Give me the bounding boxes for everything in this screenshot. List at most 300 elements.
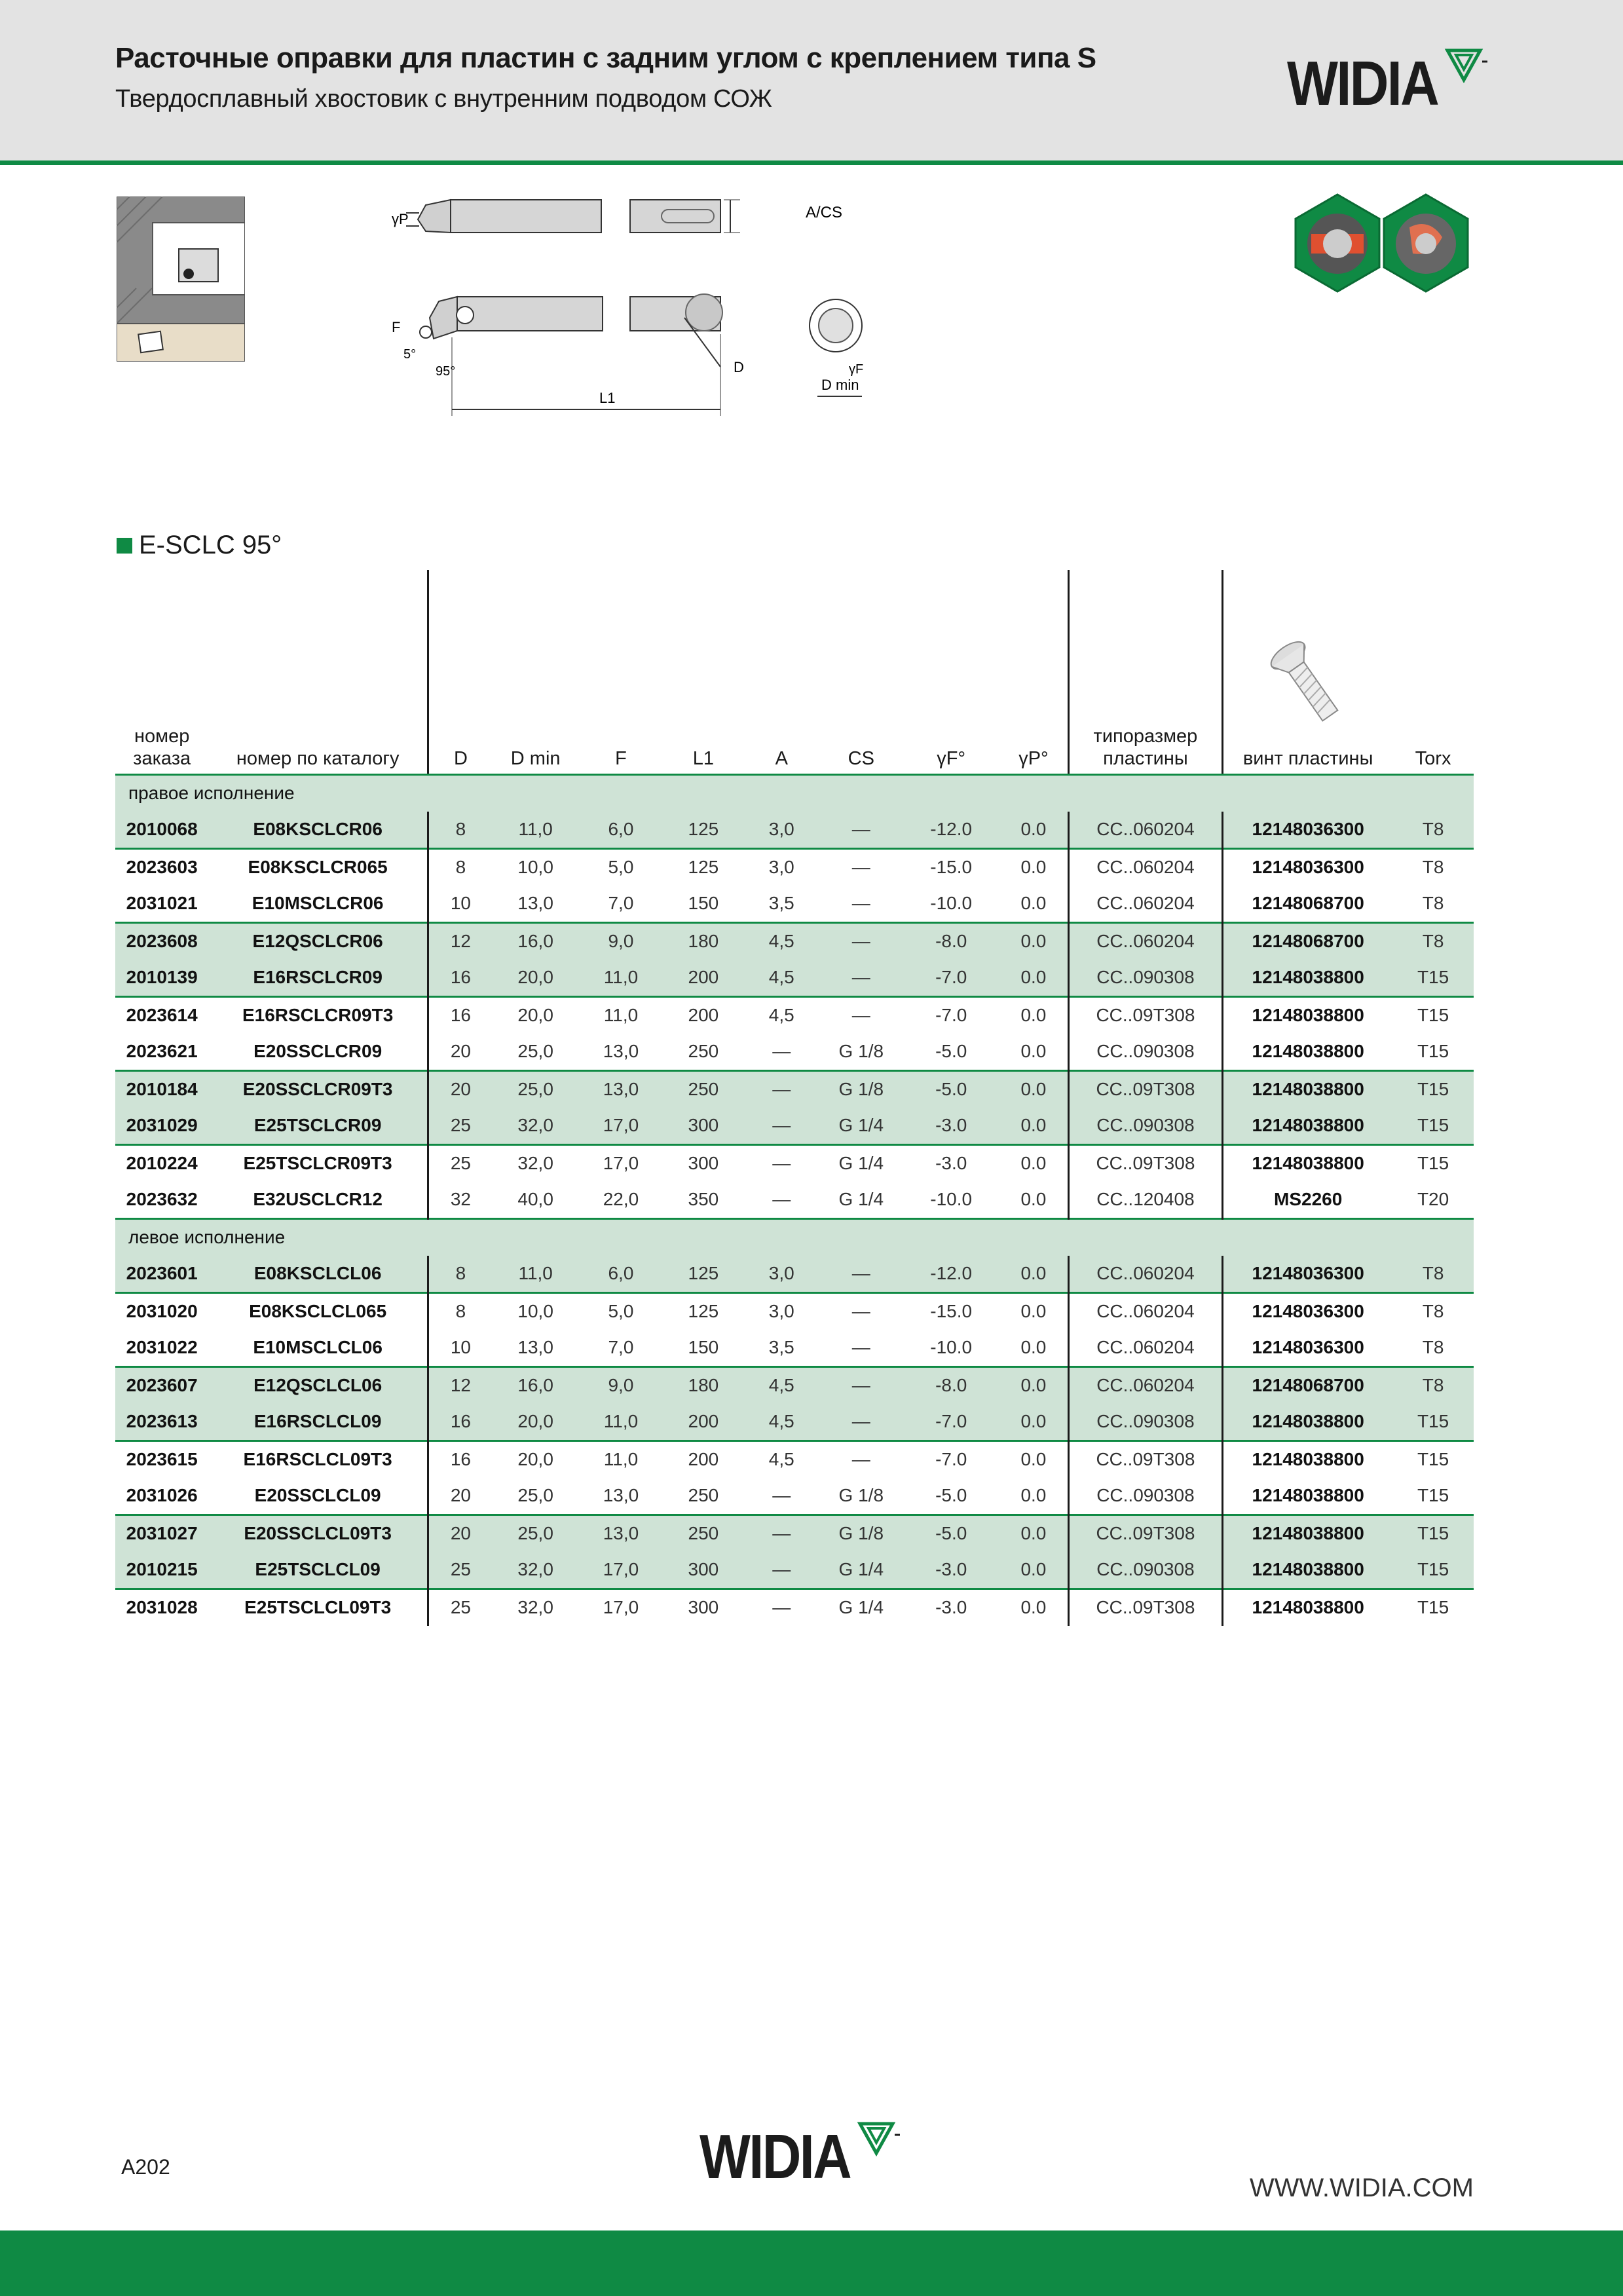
cell-torx: T15 — [1392, 1144, 1474, 1182]
cell-f: 22,0 — [603, 1189, 639, 1209]
table-row — [115, 960, 1474, 997]
cell-d: 25 — [428, 1108, 493, 1145]
cell-d: 12 — [428, 1366, 493, 1404]
cell-insert-size: CC..060204 — [1068, 1366, 1222, 1404]
cell-f: 5,0 — [578, 1292, 663, 1330]
table-row — [115, 1478, 1474, 1515]
table-body — [115, 774, 1474, 1626]
cell-insert-size: CC..09T308 — [1068, 1070, 1222, 1108]
cell-insert-size: CC..090308 — [1068, 1404, 1222, 1441]
header-a: A — [743, 570, 819, 774]
cell-insert-size: CC..09T308 — [1068, 996, 1222, 1034]
header-gamma-f: γF° — [903, 570, 999, 774]
cell-dmin: 25,0 — [517, 1485, 553, 1505]
cell-l1: 125 — [663, 848, 744, 886]
cell-a: — — [772, 1041, 791, 1061]
cell-a: — — [743, 1070, 819, 1108]
cell-f: 11,0 — [578, 1440, 663, 1478]
cell-insert-size: CC..090308 — [1068, 960, 1222, 997]
cell-screw: 12148038800 — [1223, 1404, 1393, 1441]
page-header — [0, 0, 1623, 165]
cell-gamma-p: 0.0 — [999, 1034, 1068, 1071]
cell-torx: T15 — [1392, 960, 1474, 997]
cell-gamma-f: -7.0 — [903, 1440, 999, 1478]
cell-a: 4,5 — [743, 996, 819, 1034]
cell-l1: 250 — [688, 1041, 719, 1061]
footer-widia-triangle-icon — [857, 2120, 903, 2160]
cell-catalog: E20SSCLCR09 — [208, 1034, 428, 1071]
ninety-five-label: 95° — [436, 364, 456, 379]
cell-gamma-p: 0.0 — [999, 996, 1068, 1034]
cell-gamma-p: 0.0 — [999, 886, 1068, 923]
website-link[interactable]: WWW.WIDIA.COM — [1249, 2174, 1474, 2202]
cell-gamma-f: -5.0 — [935, 1041, 967, 1061]
f-label: F — [392, 319, 401, 335]
cell-torx: T8 — [1392, 812, 1474, 849]
cell-screw: 12148038800 — [1223, 1144, 1393, 1182]
cell-screw: 12148038800 — [1223, 996, 1393, 1034]
table-row — [115, 1404, 1474, 1441]
cell-cs: — — [819, 1404, 903, 1441]
cell-order: 2023603 — [115, 848, 208, 886]
cell-f: 17,0 — [578, 1552, 663, 1589]
a-cs-label: A/CS — [806, 204, 843, 221]
cell-screw: 12148068700 — [1223, 922, 1393, 960]
header-catalog: номер по каталогу — [208, 570, 428, 774]
footer-bar — [0, 2230, 1623, 2296]
cell-cs: G 1/4 — [838, 1189, 884, 1209]
cell-dmin: 32,0 — [493, 1144, 578, 1182]
five-deg-label: 5° — [403, 347, 417, 362]
cell-cs: G 1/8 — [838, 1041, 884, 1061]
cell-cs: — — [819, 848, 903, 886]
cell-gamma-p: 0.0 — [999, 1404, 1068, 1441]
gamma-f-label: γF — [849, 362, 864, 377]
cell-gamma-p: 0.0 — [999, 960, 1068, 997]
cell-gamma-f: -12.0 — [903, 812, 999, 849]
cell-order: 2031022 — [126, 1337, 198, 1357]
cell-catalog: E25TSCLCR09 — [208, 1108, 428, 1145]
cell-gamma-p: 0.0 — [999, 1589, 1068, 1626]
cell-gamma-f: -8.0 — [903, 1366, 999, 1404]
section-label: E-SCLC 95° — [139, 531, 282, 559]
cell-d: 8 — [428, 812, 493, 849]
cell-gamma-p: 0.0 — [999, 848, 1068, 886]
cell-catalog: E08KSCLCR06 — [208, 812, 428, 849]
cell-l1: 200 — [663, 996, 744, 1034]
tool-dimension-drawing — [373, 187, 897, 419]
cell-insert-size: CC..120408 — [1068, 1182, 1222, 1219]
boring-operation-icons — [1292, 191, 1475, 296]
footer-logo-wordmark: WIDIA — [700, 2122, 851, 2192]
d-min-label: D min — [821, 377, 859, 393]
cell-catalog: E16RSCLCL09T3 — [208, 1440, 428, 1478]
table-row — [115, 1108, 1474, 1145]
cell-order: 2031028 — [115, 1589, 208, 1626]
cell-gamma-f: -3.0 — [903, 1144, 999, 1182]
cell-order: 2023608 — [115, 922, 208, 960]
l1-label: L1 — [599, 390, 616, 406]
cell-gamma-f: -15.0 — [903, 848, 999, 886]
cell-f: 17,0 — [578, 1108, 663, 1145]
cell-gamma-p: 0.0 — [999, 1070, 1068, 1108]
cell-f: 13,0 — [603, 1041, 639, 1061]
cell-cs: G 1/4 — [819, 1589, 903, 1626]
cell-screw: 12148036300 — [1223, 1292, 1393, 1330]
cell-d: 20 — [428, 1515, 493, 1552]
group-row-left — [115, 1218, 1474, 1256]
cell-a: 3,0 — [743, 812, 819, 849]
cell-cs: — — [819, 996, 903, 1034]
cell-gamma-p: 0.0 — [999, 1292, 1068, 1330]
cell-f: 11,0 — [578, 960, 663, 997]
cell-gamma-p: 0.0 — [999, 812, 1068, 849]
cell-a: — — [743, 1515, 819, 1552]
cell-a: 3,5 — [768, 893, 794, 913]
cell-insert-size: CC..060204 — [1068, 812, 1222, 849]
widia-triangle-icon — [1444, 47, 1490, 86]
cell-catalog: E12QSCLCL06 — [208, 1366, 428, 1404]
cell-a: 3,5 — [768, 1337, 794, 1357]
cell-gamma-f: -5.0 — [903, 1515, 999, 1552]
cell-catalog: E08KSCLCL06 — [208, 1256, 428, 1293]
cell-torx: T8 — [1422, 893, 1444, 913]
cell-gamma-f: -10.0 — [930, 893, 973, 913]
cell-insert-size: CC..09T308 — [1068, 1440, 1222, 1478]
cell-screw: 12148036300 — [1252, 1337, 1364, 1357]
cell-cs: — — [819, 1292, 903, 1330]
cell-insert-size: CC..090308 — [1068, 1034, 1222, 1071]
table-row — [115, 812, 1474, 849]
cell-dmin: 11,0 — [493, 1256, 578, 1293]
table-row — [115, 1182, 1474, 1219]
d-label: D — [734, 359, 744, 375]
cell-gamma-p: 0.0 — [999, 1144, 1068, 1182]
cell-d: 8 — [428, 848, 493, 886]
cell-d: 16 — [428, 1404, 493, 1441]
cell-f: 6,0 — [578, 812, 663, 849]
cell-gamma-f: -7.0 — [903, 960, 999, 997]
cell-a: — — [743, 1552, 819, 1589]
cell-cs: G 1/8 — [819, 1070, 903, 1108]
cell-torx: T8 — [1422, 1337, 1444, 1357]
cell-catalog: E20SSCLCL09T3 — [208, 1515, 428, 1552]
cell-gamma-p: 0.0 — [999, 922, 1068, 960]
cell-screw: 12148038800 — [1252, 1041, 1364, 1061]
table-row — [115, 1366, 1474, 1404]
cell-torx: T8 — [1392, 848, 1474, 886]
cell-dmin: 25,0 — [493, 1515, 578, 1552]
cell-dmin: 20,0 — [493, 1404, 578, 1441]
cell-cs: — — [851, 1337, 870, 1357]
screw-icon — [1262, 635, 1354, 733]
page-title: Расточные оправки для пластин с задним углом с креплением типа S — [115, 42, 1096, 74]
cell-a: — — [743, 1144, 819, 1182]
cell-dmin: 32,0 — [493, 1552, 578, 1589]
cell-f: 13,0 — [603, 1485, 639, 1505]
cell-f: 7,0 — [608, 1337, 634, 1357]
cell-catalog: E20SSCLCL09 — [208, 1478, 428, 1515]
cell-order: 2010139 — [115, 960, 208, 997]
cell-d: 20 — [428, 1070, 493, 1108]
cell-insert-size: CC..090308 — [1068, 1478, 1222, 1515]
cell-torx: T8 — [1392, 1256, 1474, 1293]
cell-l1: 125 — [663, 1256, 744, 1293]
cell-screw: 12148068700 — [1252, 893, 1364, 913]
cell-f: 17,0 — [578, 1589, 663, 1626]
cell-screw: 12148068700 — [1223, 1366, 1393, 1404]
cell-d: 12 — [428, 922, 493, 960]
cell-l1: 350 — [688, 1189, 719, 1209]
table-row — [115, 1515, 1474, 1552]
cell-cs: — — [819, 1440, 903, 1478]
cell-dmin: 40,0 — [517, 1189, 553, 1209]
cell-catalog: E25TSCLCR09T3 — [208, 1144, 428, 1182]
cell-f: 5,0 — [578, 848, 663, 886]
cell-dmin: 20,0 — [493, 960, 578, 997]
cell-gamma-f: -8.0 — [903, 922, 999, 960]
cell-order: 2031027 — [115, 1515, 208, 1552]
header-torx: Torx — [1392, 570, 1474, 774]
cell-dmin: 13,0 — [517, 1337, 553, 1357]
cell-dmin: 11,0 — [493, 812, 578, 849]
cell-screw: 12148038800 — [1223, 960, 1393, 997]
cell-gamma-f: -7.0 — [903, 996, 999, 1034]
header-f: F — [578, 570, 663, 774]
cell-torx: T15 — [1392, 1552, 1474, 1589]
cell-l1: 300 — [663, 1108, 744, 1145]
cell-d: 8 — [428, 1292, 493, 1330]
cell-order: 2031021 — [126, 893, 198, 913]
cell-dmin: 16,0 — [493, 922, 578, 960]
cell-gamma-f: -15.0 — [903, 1292, 999, 1330]
cell-catalog: E16RSCLCR09 — [208, 960, 428, 997]
cell-cs: G 1/4 — [819, 1552, 903, 1589]
cell-order: 2023607 — [115, 1366, 208, 1404]
cell-a: 3,0 — [743, 1256, 819, 1293]
cell-a: 3,0 — [743, 1292, 819, 1330]
cell-l1: 250 — [663, 1515, 744, 1552]
cell-catalog: E25TSCLCL09T3 — [208, 1589, 428, 1626]
cell-l1: 250 — [688, 1485, 719, 1505]
cell-order: 2031026 — [126, 1485, 198, 1505]
cell-dmin: 10,0 — [493, 1292, 578, 1330]
cell-screw: 12148038800 — [1223, 1515, 1393, 1552]
group-row-right — [115, 774, 1474, 812]
cell-gamma-p: 0.0 — [999, 1366, 1068, 1404]
header-screw-label: винт пластины — [1242, 747, 1373, 769]
cell-f: 13,0 — [578, 1070, 663, 1108]
cell-l1: 200 — [663, 1404, 744, 1441]
cell-gamma-p: 0.0 — [999, 1256, 1068, 1293]
product-table — [115, 570, 1474, 1626]
cell-gamma-p: 0.0 — [999, 1330, 1068, 1367]
cell-torx: T8 — [1392, 922, 1474, 960]
cell-dmin: 20,0 — [493, 1440, 578, 1478]
cell-catalog: E08KSCLCL065 — [208, 1292, 428, 1330]
boring-application-icon — [117, 197, 245, 362]
cell-a: 4,5 — [743, 1404, 819, 1441]
cell-l1: 180 — [663, 1366, 744, 1404]
cell-dmin: 25,0 — [517, 1041, 553, 1061]
cell-order: 2010184 — [115, 1070, 208, 1108]
logo-wordmark: WIDIA — [1287, 48, 1438, 119]
cell-torx: T15 — [1417, 1485, 1449, 1505]
cell-gamma-p: 0.0 — [999, 1552, 1068, 1589]
cell-dmin: 16,0 — [493, 1366, 578, 1404]
table-row — [115, 996, 1474, 1034]
group-label-right: правое исполнение — [115, 774, 1474, 812]
cell-catalog: E10MSCLCR06 — [208, 886, 428, 923]
cell-screw: 12148036300 — [1223, 848, 1393, 886]
cell-order: 2010215 — [115, 1552, 208, 1589]
gamma-p-label: γP — [392, 211, 409, 227]
cell-dmin: 10,0 — [493, 848, 578, 886]
cell-torx: T15 — [1392, 996, 1474, 1034]
cell-catalog: E10MSCLCL06 — [208, 1330, 428, 1367]
table-row — [115, 922, 1474, 960]
cell-cs: G 1/8 — [838, 1485, 884, 1505]
cell-f: 9,0 — [578, 1366, 663, 1404]
cell-a: 3,0 — [743, 848, 819, 886]
cell-l1: 200 — [663, 960, 744, 997]
cell-f: 11,0 — [578, 1404, 663, 1441]
cell-insert-size: CC..090308 — [1068, 1552, 1222, 1589]
header-l1: L1 — [663, 570, 744, 774]
cell-f: 9,0 — [578, 922, 663, 960]
cell-l1: 300 — [663, 1589, 744, 1626]
header-screw — [1223, 570, 1393, 774]
section-heading — [117, 531, 282, 560]
cell-catalog: E32USCLCR12 — [208, 1182, 428, 1219]
cell-screw: 12148038800 — [1223, 1440, 1393, 1478]
cell-screw: 12148038800 — [1252, 1485, 1364, 1505]
cell-d: 20 — [450, 1485, 472, 1505]
table-row — [115, 1034, 1474, 1071]
cell-l1: 150 — [688, 893, 719, 913]
cell-cs: G 1/4 — [819, 1108, 903, 1145]
page-subtitle: Твердосплавный хвостовик с внутренним подводом СОЖ — [115, 85, 772, 113]
table-row — [115, 1256, 1474, 1293]
cell-l1: 300 — [663, 1552, 744, 1589]
cell-torx: T15 — [1392, 1515, 1474, 1552]
cell-catalog: E16RSCLCR09T3 — [208, 996, 428, 1034]
cell-gamma-p: 0.0 — [999, 1515, 1068, 1552]
cell-l1: 300 — [663, 1144, 744, 1182]
cell-d: 16 — [428, 1440, 493, 1478]
cell-gamma-f: -3.0 — [903, 1108, 999, 1145]
page-number: A202 — [121, 2155, 170, 2179]
cell-d: 10 — [450, 893, 472, 913]
cell-insert-size: CC..060204 — [1068, 886, 1222, 923]
cell-cs: — — [819, 960, 903, 997]
cell-dmin: 32,0 — [493, 1108, 578, 1145]
cell-screw: 12148038800 — [1223, 1552, 1393, 1589]
cell-gamma-p: 0.0 — [999, 1108, 1068, 1145]
cell-l1: 180 — [663, 922, 744, 960]
cell-gamma-f: -3.0 — [903, 1552, 999, 1589]
cell-l1: 125 — [663, 812, 744, 849]
cell-f: 17,0 — [578, 1144, 663, 1182]
cell-order: 2023601 — [115, 1256, 208, 1293]
header-d: D — [428, 570, 493, 774]
cell-d: 16 — [428, 996, 493, 1034]
cell-torx: T15 — [1392, 1589, 1474, 1626]
table-row — [115, 1144, 1474, 1182]
cell-l1: 200 — [663, 1440, 744, 1478]
widia-logo — [1287, 48, 1490, 119]
cell-catalog: E20SSCLCR09T3 — [208, 1070, 428, 1108]
cell-insert-size: CC..09T308 — [1068, 1144, 1222, 1182]
cell-gamma-f: -5.0 — [903, 1070, 999, 1108]
footer-widia-logo — [700, 2122, 903, 2192]
cell-catalog: E12QSCLCR06 — [208, 922, 428, 960]
cell-screw: MS2260 — [1274, 1189, 1343, 1209]
group-label-left: левое исполнение — [115, 1218, 1474, 1256]
cell-insert-size: CC..09T308 — [1068, 1589, 1222, 1626]
cell-l1: 150 — [688, 1337, 719, 1357]
cell-insert-size: CC..090308 — [1068, 1108, 1222, 1145]
cell-torx: T15 — [1392, 1070, 1474, 1108]
cell-f: 7,0 — [608, 893, 634, 913]
cell-l1: 125 — [663, 1292, 744, 1330]
cell-insert-size: CC..09T308 — [1068, 1515, 1222, 1552]
cell-gamma-f: -3.0 — [903, 1589, 999, 1626]
cell-cs: G 1/4 — [819, 1144, 903, 1182]
cell-cs: — — [819, 1256, 903, 1293]
cell-f: 6,0 — [578, 1256, 663, 1293]
cell-gamma-f: -10.0 — [930, 1337, 973, 1357]
cell-insert-size: CC..060204 — [1068, 1256, 1222, 1293]
cell-a: — — [772, 1189, 791, 1209]
cell-order: 2010224 — [115, 1144, 208, 1182]
cell-order: 2023632 — [126, 1189, 198, 1209]
cell-order: 2010068 — [115, 812, 208, 849]
cell-gamma-p: 0.0 — [999, 1182, 1068, 1219]
cell-d: 8 — [428, 1256, 493, 1293]
cell-a: 4,5 — [743, 922, 819, 960]
cell-d: 16 — [428, 960, 493, 997]
table-row — [115, 1330, 1474, 1367]
header-order: номер заказа — [115, 570, 208, 774]
cell-d: 25 — [428, 1144, 493, 1182]
cell-d: 32 — [450, 1189, 472, 1209]
cell-d: 10 — [450, 1337, 472, 1357]
cell-screw: 12148038800 — [1223, 1589, 1393, 1626]
cell-insert-size: CC..060204 — [1068, 1292, 1222, 1330]
cell-catalog: E08KSCLCR065 — [208, 848, 428, 886]
table-row — [115, 1552, 1474, 1589]
cell-a: 4,5 — [743, 960, 819, 997]
cell-torx: T15 — [1417, 1041, 1449, 1061]
cell-dmin: 25,0 — [493, 1070, 578, 1108]
cell-cs: — — [851, 893, 870, 913]
cell-torx: T15 — [1392, 1108, 1474, 1145]
cell-order: 2023615 — [115, 1440, 208, 1478]
cell-a: 4,5 — [743, 1366, 819, 1404]
cell-order: 2023613 — [115, 1404, 208, 1441]
cell-d: 25 — [428, 1589, 493, 1626]
cell-dmin: 13,0 — [517, 893, 553, 913]
cell-cs: — — [819, 812, 903, 849]
cell-order: 2023621 — [126, 1041, 198, 1061]
cell-d: 25 — [428, 1552, 493, 1589]
cell-gamma-f: -5.0 — [935, 1485, 967, 1505]
header-gamma-p: γP° — [999, 570, 1068, 774]
cell-catalog: E25TSCLCL09 — [208, 1552, 428, 1589]
cell-gamma-f: -7.0 — [903, 1404, 999, 1441]
cell-a: — — [743, 1108, 819, 1145]
